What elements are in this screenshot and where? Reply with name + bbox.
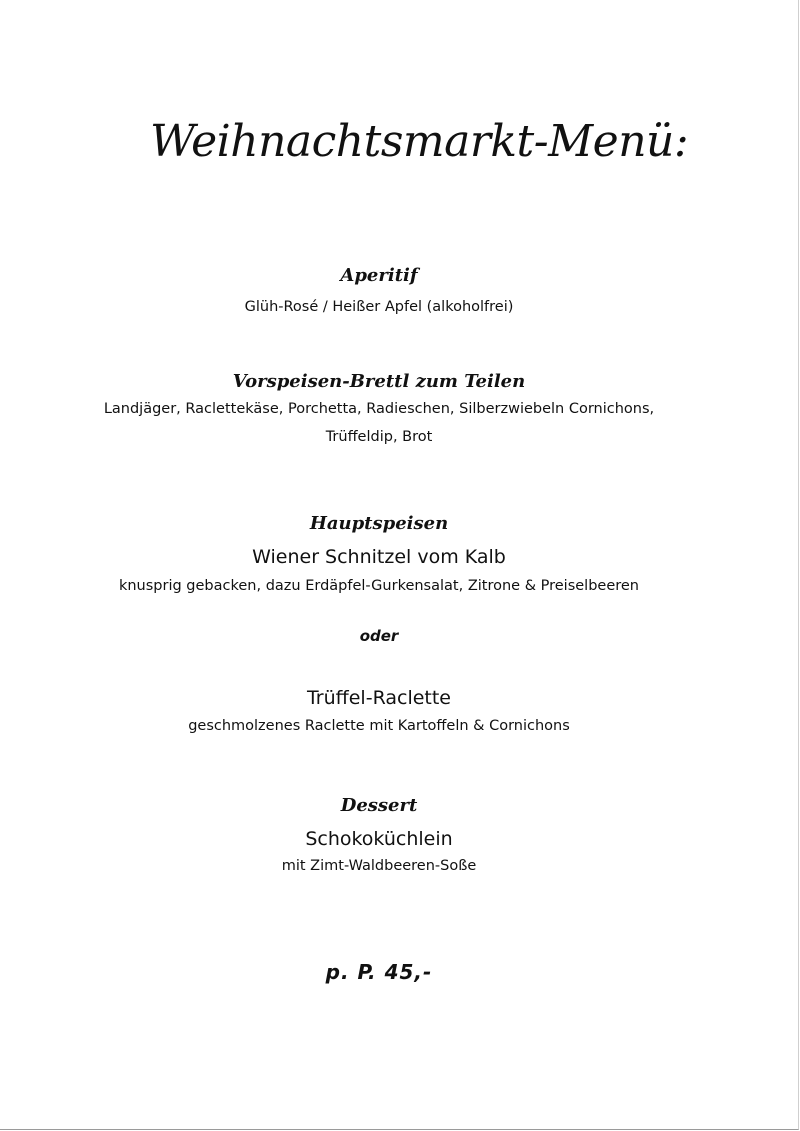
menu-title: Weihnachtsmarkt-Menü: <box>150 116 689 167</box>
starter-heading: Vorspeisen-Brettl zum Teilen <box>232 371 526 392</box>
or-separator: oder <box>359 627 399 645</box>
starter-text-line-2: Trüffeldip, Brot <box>325 429 433 445</box>
price-per-person: p. P. 45,- <box>325 960 433 984</box>
main-dish-1-name: Wiener Schnitzel vom Kalb <box>252 546 506 568</box>
aperitif-heading: Aperitif <box>340 265 418 286</box>
main-dish-2-name: Trüffel-Raclette <box>306 687 451 709</box>
dessert-name: Schokoküchlein <box>305 828 453 850</box>
dessert-heading: Dessert <box>340 795 418 816</box>
aperitif-text: Glüh-Rosé / Heißer Apfel (alkoholfrei) <box>244 299 514 315</box>
mains-heading: Hauptspeisen <box>309 513 449 534</box>
dessert-description: mit Zimt-Waldbeeren-Soße <box>281 858 477 874</box>
main-dish-2-description: geschmolzenes Raclette mit Kartoffeln & Cornichons <box>188 718 570 734</box>
main-dish-1-description: knusprig gebacken, dazu Erdäpfel-Gurkensalat, Zitrone & Preiselbeeren <box>118 578 640 594</box>
starter-text-line-1: Landjäger, Raclettekäse, Porchetta, Radieschen, Silberzwiebeln Cornichons, <box>103 401 655 417</box>
